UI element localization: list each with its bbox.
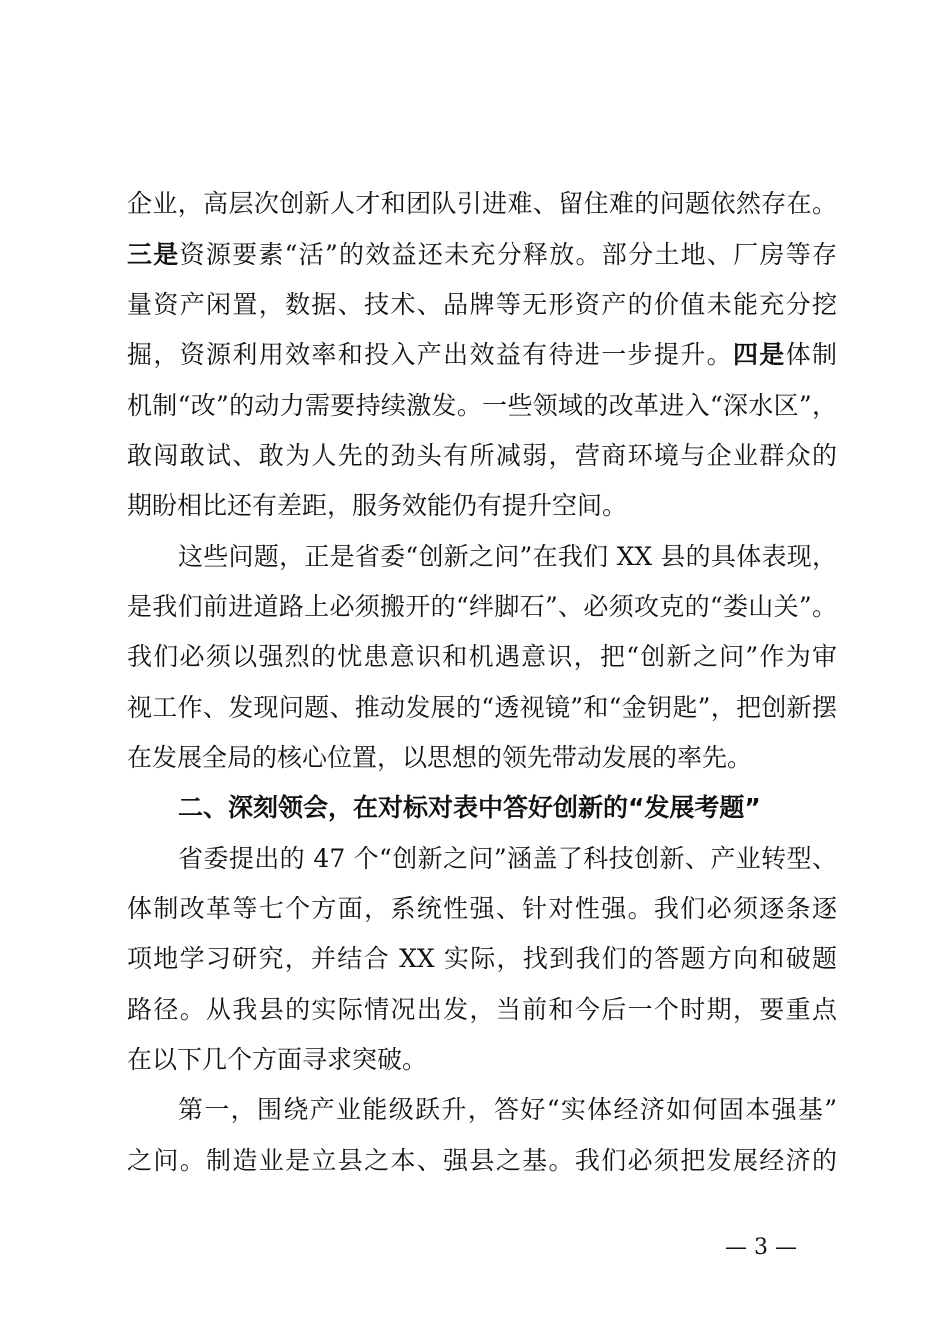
- paragraph-1-line-4-start: 掘，资源利用效率和投入产出效益有待进一步提升。: [127, 340, 733, 369]
- paragraph-1-line-5: 机制“改”的动力需要持续激发。一些领域的改革进入“深水区”，: [127, 391, 837, 420]
- paragraph-1-line-3: 量资产闲置，数据、技术、品牌等无形资产的价值未能充分挖: [127, 290, 837, 319]
- paragraph-3-line-5: 在以下几个方面寻求突破。: [127, 1045, 428, 1074]
- bold-marker-three: 三是: [127, 240, 180, 269]
- paragraph-1-line-4-end: 体制: [785, 340, 837, 369]
- paragraph-3-line-1: 省委提出的 47 个“创新之问”涵盖了科技创新、产业转型、: [178, 844, 837, 873]
- paragraph-4-line-2: 之问。制造业是立县之本、强县之基。我们必须把发展经济的: [127, 1146, 837, 1175]
- paragraph-3-line-4: 路径。从我县的实际情况出发，当前和今后一个时期，要重点: [127, 995, 837, 1024]
- paragraph-1-line-7: 期盼相比还有差距，服务效能仍有提升空间。: [127, 491, 628, 520]
- paragraph-1-line-2-text: 资源要素“活”的效益还未充分释放。部分土地、厂房等存: [179, 240, 837, 269]
- bold-marker-four: 四是: [732, 340, 786, 369]
- paragraph-1-line-6: 敢闯敢试、敢为人先的劲头有所减弱，营商环境与企业群众的: [127, 441, 837, 470]
- paragraph-1-line-2: [127, 235, 837, 275]
- paragraph-2-line-3: 我们必须以强烈的忧患意识和机遇意识，把“创新之问”作为审: [127, 642, 837, 671]
- paragraph-2-line-5: 在发展全局的核心位置，以思想的领先带动发展的率先。: [127, 743, 753, 772]
- paragraph-2-line-4: 视工作、发现问题、推动发展的“透视镜”和“金钥匙”，把创新摆: [127, 693, 837, 722]
- paragraph-3-line-3: 项地学习研究，并结合 XX 实际，找到我们的答题方向和破题: [127, 944, 837, 973]
- paragraph-1-line-1: 企业，高层次创新人才和团队引进难、留住难的问题依然存在。: [127, 189, 837, 218]
- section-heading: 二、深刻领会，在对标对表中答好创新的“发展考题”: [178, 793, 761, 822]
- paragraph-1-line-4: [127, 335, 837, 375]
- paragraph-3-line-2: 体制改革等七个方面，系统性强、针对性强。我们必须逐条逐: [127, 894, 837, 923]
- paragraph-2-line-2: 是我们前进道路上必须搬开的“绊脚石”、必须攻克的“娄山关”。: [127, 592, 837, 621]
- paragraph-2-line-1: 这些问题，正是省委“创新之问”在我们 XX 县的具体表现，: [178, 542, 837, 571]
- page-number: — 3 —: [725, 1235, 797, 1260]
- paragraph-4-line-1: 第一，围绕产业能级跃升，答好“实体经济如何固本强基”: [178, 1095, 837, 1124]
